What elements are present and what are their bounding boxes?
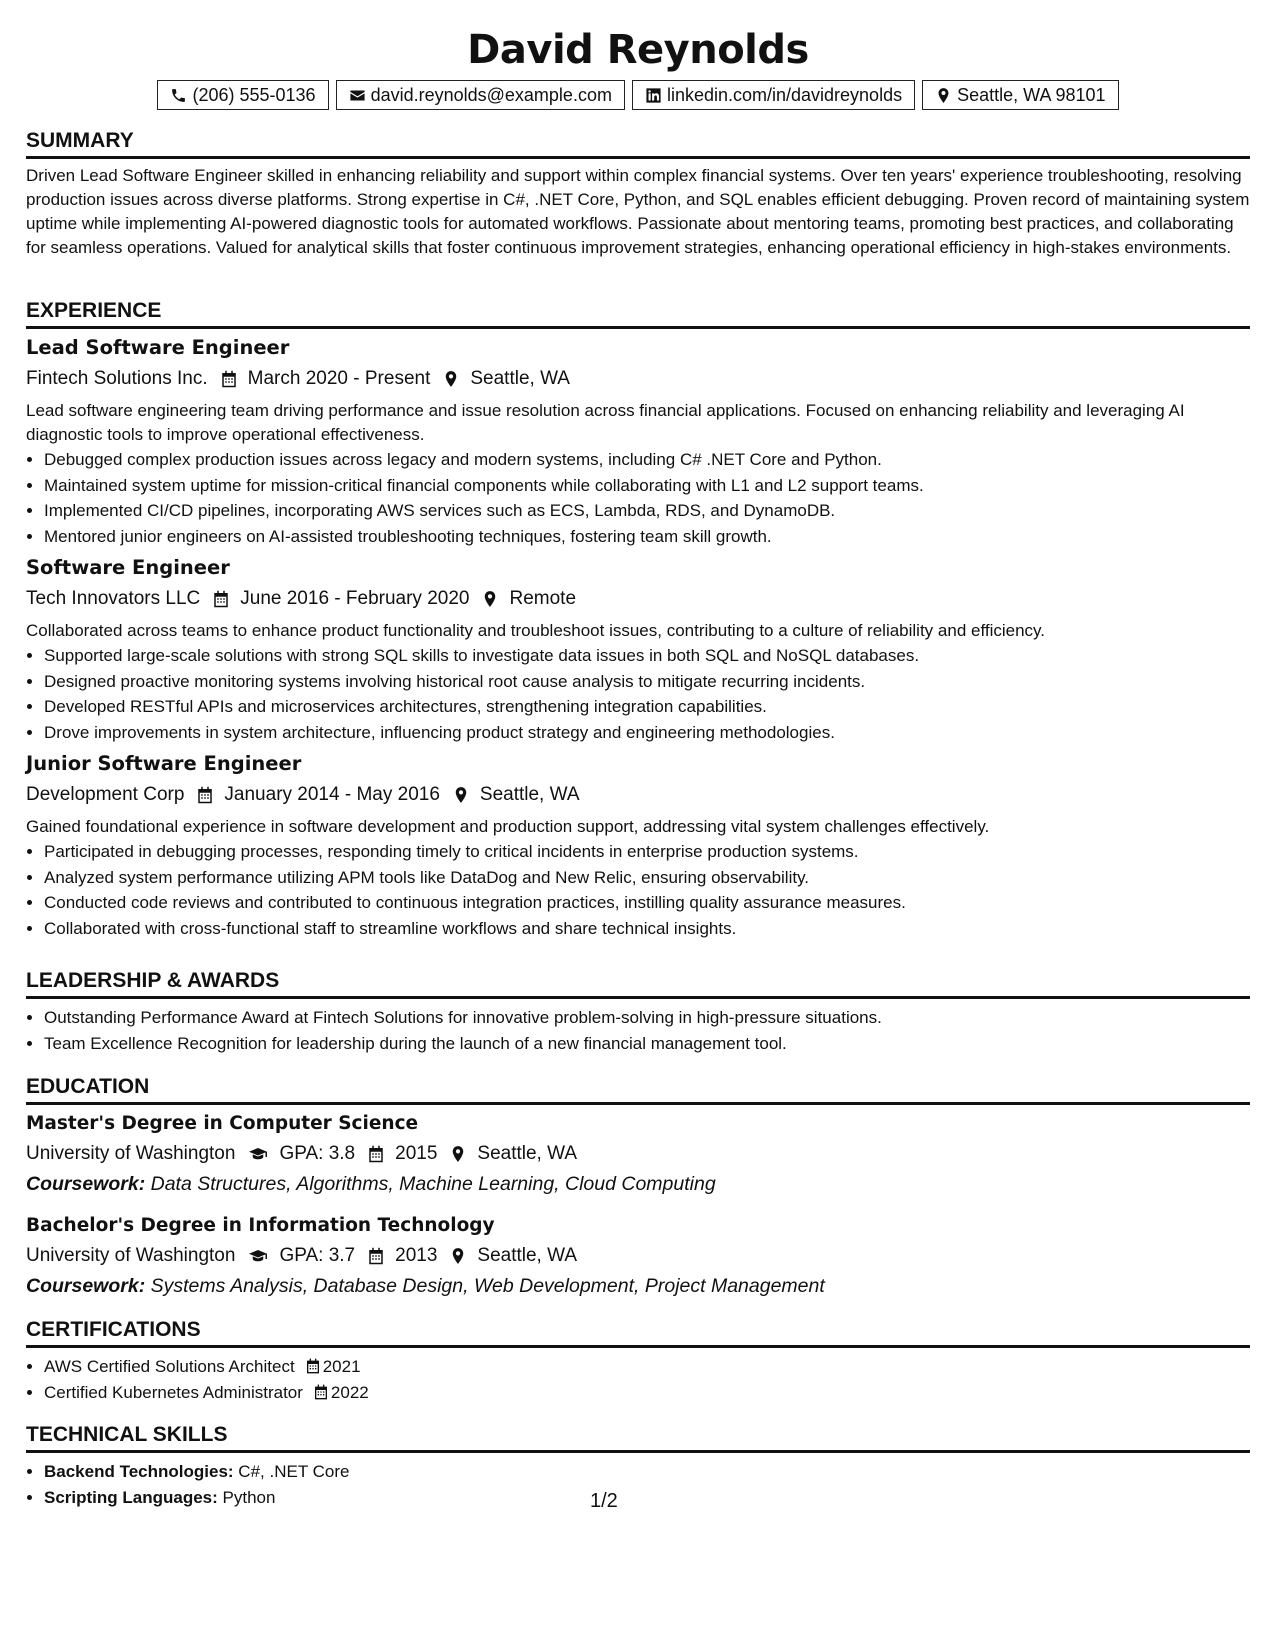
summary-text: Driven Lead Software Engineer skilled in enhancing reliability and support within complex financial systems. Over ten years' experience troubleshooting, resolving production issues across diverse platforms. Strong expertise in C#, .NET Core, Python, and SQL enables efficient debugging. Proven record of maintaining system uptime while implementing AI-powered diagnostic tools for automated workflows. Passionate about mentoring teams, promoting best practices, and collaborating for seamless operations. Valued for analytical skills that foster continuous improvement strategies, enhancing operational efficiency in high-stakes environments.: [26, 166, 1250, 257]
job-bullets: [26, 447, 1250, 549]
job-title: Software Engineer: [26, 556, 230, 579]
job-description: Gained foundational experience in software development and production support, addressing vital system challenges effectively.: [26, 817, 990, 836]
calendar-icon: [367, 1247, 385, 1265]
list-item: • Maintained system uptime for mission-critical financial components while collaborating with L1 and L2 support teams.: [44, 473, 1250, 499]
certifications-section: [26, 1315, 1250, 1405]
location-pin-icon: [452, 786, 470, 804]
list-item: • Mentored junior engineers on AI-assisted troubleshooting techniques, fostering team skill growth.: [44, 524, 1250, 550]
email-contact[interactable]: [336, 80, 625, 110]
awards-section: [26, 966, 1250, 1056]
graduation-cap-icon: [247, 1247, 269, 1265]
job-entry: [26, 749, 1250, 941]
summary-section: [26, 126, 1250, 260]
skill-value: Python: [222, 1487, 276, 1507]
job-bullets: [26, 839, 1250, 941]
section-title: SUMMARY: [26, 126, 1250, 159]
candidate-name: David Reynolds: [467, 27, 809, 73]
list-item: • Participated in debugging processes, responding timely to critical incidents in enterprise production systems.: [44, 839, 1250, 865]
location-pin-icon: [449, 1145, 467, 1163]
skill-label: Backend Technologies:: [44, 1462, 234, 1481]
section-title: EDUCATION: [26, 1072, 1250, 1105]
certification-year: 2022: [330, 1382, 369, 1402]
list-item: [44, 1459, 1250, 1485]
list-item: [44, 1485, 1250, 1511]
list-item: • Implemented CI/CD pipelines, incorporating AWS services such as ECS, Lambda, RDS, and DynamoDB.: [44, 498, 1250, 524]
skill-label: Scripting Languages:: [44, 1487, 218, 1507]
section-title: LEADERSHIP & AWARDS: [26, 966, 1250, 999]
job-location: Remote: [509, 588, 577, 609]
certification-name: Certified Kubernetes Administrator: [44, 1382, 303, 1402]
job-title: Lead Software Engineer: [26, 336, 290, 359]
education-section: [26, 1072, 1250, 1301]
phone-contact[interactable]: [157, 80, 328, 110]
school-location: Seattle, WA: [477, 1245, 578, 1266]
certification-year: 2021: [322, 1357, 361, 1376]
location-contact: [922, 80, 1118, 110]
linkedin-text: linkedin.com/in/davidreynolds: [666, 85, 903, 105]
job-bullets: [26, 643, 1250, 745]
job-dates: June 2016 - February 2020: [240, 588, 470, 609]
list-item: • Drove improvements in system architecture, influencing product strategy and engineering methodologies.: [44, 720, 1250, 746]
graduation-year: 2015: [395, 1143, 438, 1164]
job-location: Seattle, WA: [479, 784, 580, 805]
degree-title: Bachelor's Degree in Information Technology: [26, 1215, 495, 1236]
certifications-list: [26, 1354, 1250, 1405]
location-pin-icon: [481, 590, 499, 608]
job-location: Seattle, WA: [470, 368, 570, 389]
graduation-cap-icon: [247, 1145, 269, 1163]
coursework: [26, 1271, 1250, 1301]
skills-list: [26, 1459, 1250, 1510]
list-item: • Conducted code reviews and contributed to continuous integration practices, instilling quality assurance measures.: [44, 890, 1250, 916]
job-dates: January 2014 - May 2016: [224, 784, 440, 805]
awards-list: [26, 1005, 1250, 1056]
list-item: • Debugged complex production issues across legacy and modern systems, including C# .NET Core and Python.: [44, 447, 1250, 473]
job-title: Junior Software Engineer: [26, 752, 302, 775]
list-item: • Designed proactive monitoring systems involving historical root cause analysis to mitigate recurring incidents.: [44, 669, 1250, 695]
company-name: Development Corp: [26, 784, 185, 805]
school-name: University of Washington: [26, 1143, 236, 1164]
list-item: • Collaborated with cross-functional staff to streamline workflows and share technical insights.: [44, 916, 1250, 942]
experience-section: [26, 296, 1250, 941]
company-name: Fintech Solutions Inc.: [26, 368, 208, 389]
coursework: [26, 1169, 1250, 1199]
education-entry: [26, 1211, 1250, 1301]
calendar-icon: [367, 1145, 385, 1163]
certification-name: AWS Certified Solutions Architect: [44, 1357, 295, 1376]
list-item: • Developed RESTful APIs and microservices architectures, strengthening integration capabilities.: [44, 694, 1250, 720]
job-entry: [26, 553, 1250, 745]
job-description: Collaborated across teams to enhance product functionality and troubleshoot issues, contributing to a culture of reliability and efficiency.: [26, 621, 1046, 640]
list-item: • Analyzed system performance utilizing APM tools like DataDog and New Relic, ensuring observability.: [44, 865, 1250, 891]
calendar-icon: [212, 590, 230, 608]
job-dates: March 2020 - Present: [247, 368, 431, 389]
list-item: • Supported large-scale solutions with strong SQL skills to investigate data issues in both SQL and NoSQL databases.: [44, 643, 1250, 669]
school-name: University of Washington: [26, 1245, 236, 1266]
phone-text: (206) 555-0136: [192, 85, 316, 105]
job-meta: [26, 779, 1250, 811]
coursework-list: Systems Analysis, Database Design, Web Development, Project Management: [150, 1275, 825, 1297]
calendar-icon: [220, 370, 238, 388]
education-meta: [26, 1139, 1250, 1169]
envelope-icon: [349, 87, 366, 104]
contact-bar: [26, 80, 1250, 110]
list-item: • Team Excellence Recognition for leadership during the launch of a new financial management tool.: [44, 1031, 1250, 1057]
linkedin-icon: [645, 87, 662, 104]
section-title: TECHNICAL SKILLS: [26, 1420, 1250, 1453]
job-meta: [26, 583, 1250, 615]
education-entry: [26, 1109, 1250, 1199]
calendar-icon: [305, 1358, 321, 1374]
school-location: Seattle, WA: [477, 1143, 578, 1164]
job-entry: [26, 333, 1250, 549]
job-description: Lead software engineering team driving performance and issue resolution across financial applications. Focused on enhancing reliability and leveraging AI diagnostic tools to improve operational effectiveness.: [26, 401, 1185, 444]
location-pin-icon: [442, 370, 460, 388]
page-number: 1/2: [590, 1490, 618, 1512]
location-pin-icon: [935, 87, 952, 104]
calendar-icon: [313, 1384, 329, 1400]
list-item: [44, 1354, 1250, 1380]
coursework-label: Coursework:: [26, 1173, 146, 1195]
section-title: CERTIFICATIONS: [26, 1315, 1250, 1348]
degree-title: Master's Degree in Computer Science: [26, 1113, 419, 1134]
linkedin-contact[interactable]: [632, 80, 915, 110]
company-name: Tech Innovators LLC: [26, 588, 201, 609]
coursework-label: Coursework:: [26, 1275, 146, 1297]
education-meta: [26, 1241, 1250, 1271]
gpa: GPA: 3.7: [279, 1245, 356, 1266]
graduation-year: 2013: [395, 1245, 438, 1266]
list-item: [44, 1380, 1250, 1406]
location-pin-icon: [449, 1247, 467, 1265]
skill-value: C#, .NET Core: [238, 1462, 350, 1481]
calendar-icon: [196, 786, 214, 804]
skills-section: [26, 1420, 1250, 1510]
list-item: • Outstanding Performance Award at Fintech Solutions for innovative problem-solving in high-pressure situations.: [44, 1005, 1250, 1031]
location-text: Seattle, WA 98101: [957, 85, 1106, 105]
email-text: david.reynolds@example.com: [370, 85, 612, 105]
gpa: GPA: 3.8: [279, 1143, 356, 1164]
section-title: EXPERIENCE: [26, 296, 1250, 329]
coursework-list: Data Structures, Algorithms, Machine Learning, Cloud Computing: [150, 1173, 716, 1195]
job-meta: [26, 363, 1250, 395]
phone-icon: [170, 87, 187, 104]
